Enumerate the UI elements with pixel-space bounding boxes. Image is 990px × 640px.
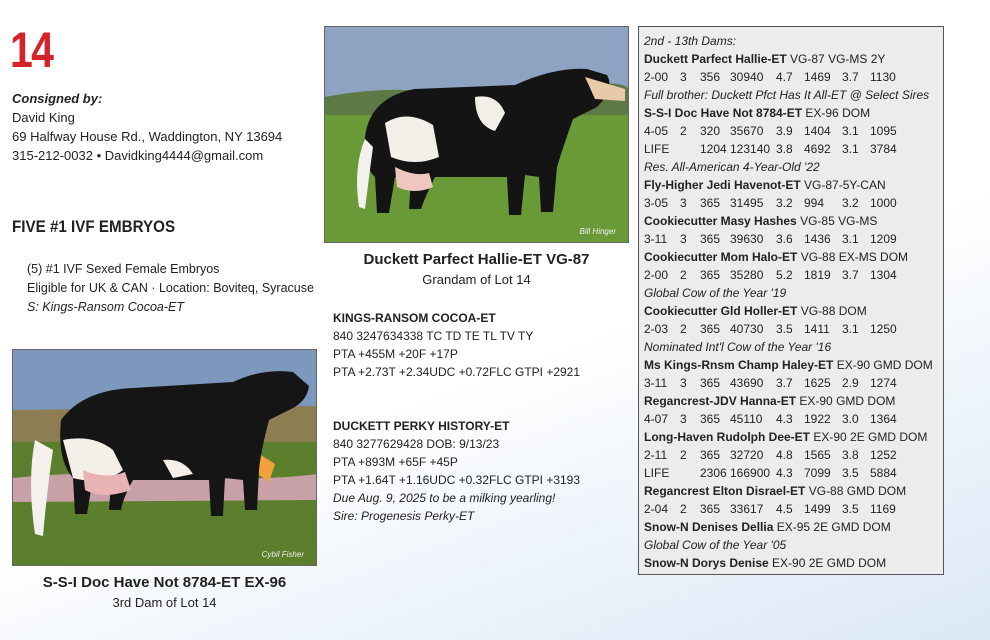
record-cell: 43690 bbox=[730, 376, 764, 390]
record-cell: 2306 bbox=[700, 466, 727, 480]
animal-line: 840 3277629428 DOB: 9/13/23 bbox=[333, 437, 500, 451]
dam-name: Regancrest Elton Disrael-ET bbox=[644, 484, 806, 498]
record-cell: 1499 bbox=[804, 502, 831, 516]
production-record bbox=[644, 230, 938, 248]
production-record bbox=[644, 374, 938, 392]
pedigree-dam bbox=[644, 428, 938, 446]
record-cell: 1436 bbox=[804, 232, 831, 246]
record-cell: 1922 bbox=[804, 412, 831, 426]
record-cell: 1252 bbox=[870, 448, 897, 462]
record-cell: 33617 bbox=[730, 502, 764, 516]
dam-name: Snow-N Denises Dellia bbox=[644, 520, 774, 534]
animal-name: DUCKETT PERKY HISTORY-ET bbox=[333, 419, 510, 433]
dam-name: Long-Haven Rudolph Dee-ET bbox=[644, 430, 810, 444]
animal-line: PTA +1.64T +1.16UDC +0.32FLC GTPI +3193 bbox=[333, 473, 581, 487]
record-cell: 45110 bbox=[730, 412, 763, 426]
pedigree-dam bbox=[644, 248, 938, 266]
record-cell: 3-05 bbox=[644, 196, 669, 210]
pedigree-dam bbox=[644, 302, 938, 320]
record-cell: 3.7 bbox=[842, 70, 859, 84]
offering-details bbox=[27, 260, 314, 317]
pedigree-dam bbox=[644, 518, 938, 536]
cow-image bbox=[13, 350, 317, 566]
consigner-address: 69 Halfway House Rd., Waddington, NY 13694 bbox=[12, 129, 283, 144]
record-cell: 2 bbox=[680, 448, 687, 462]
record-cell: 365 bbox=[700, 196, 721, 210]
record-cell: 1095 bbox=[870, 124, 897, 138]
offering-line: (5) #1 IVF Sexed Female Embryos bbox=[27, 262, 220, 276]
offering-title: FIVE #1 IVF EMBRYOS bbox=[12, 218, 176, 236]
record-cell: 5884 bbox=[870, 466, 897, 480]
pedigree-dam bbox=[644, 50, 938, 68]
grandam-subtitle: Grandam of Lot 14 bbox=[422, 272, 531, 287]
pedigree-dam bbox=[644, 554, 938, 572]
record-cell: 1130 bbox=[870, 70, 896, 84]
record-cell: 3.1 bbox=[842, 142, 859, 156]
consigned-by-label: Consigned by: bbox=[12, 91, 103, 106]
third-dam-subtitle: 3rd Dam of Lot 14 bbox=[112, 595, 217, 610]
dam-score: VG-88 DOM bbox=[797, 304, 867, 318]
record-cell: 3784 bbox=[870, 142, 897, 156]
dam-name: Regancrest-JDV Hanna-ET bbox=[644, 394, 797, 408]
record-cell: 4692 bbox=[804, 142, 831, 156]
animal-line: PTA +893M +65F +45P bbox=[333, 455, 458, 469]
record-cell: 3.6 bbox=[776, 232, 793, 246]
pedigree-box bbox=[638, 26, 944, 575]
consigner-name: David King bbox=[12, 110, 75, 125]
record-cell: 365 bbox=[700, 322, 721, 336]
record-cell: 3.5 bbox=[842, 466, 859, 480]
pedigree-rows bbox=[644, 50, 938, 572]
record-cell: 365 bbox=[700, 448, 721, 462]
pedigree-dam bbox=[644, 104, 938, 122]
dam-info bbox=[333, 417, 580, 525]
grandam-photo bbox=[324, 26, 629, 243]
record-cell: 1469 bbox=[804, 70, 831, 84]
dam-score: VG-85 VG-MS bbox=[796, 214, 878, 228]
third-dam-caption bbox=[12, 573, 317, 613]
record-cell: 4.7 bbox=[776, 70, 793, 84]
dam-name: S-S-I Doc Have Not 8784-ET bbox=[644, 106, 803, 120]
record-cell: 1169 bbox=[870, 502, 896, 516]
pedigree-note: Nominated Int'l Cow of the Year '16 bbox=[644, 340, 832, 354]
dam-score: EX-90 GMD DOM bbox=[833, 358, 933, 372]
sire-info bbox=[333, 309, 580, 381]
dam-score: EX-95 2E GMD DOM bbox=[773, 520, 891, 534]
record-cell: 35280 bbox=[730, 268, 764, 282]
record-cell: 1819 bbox=[804, 268, 831, 282]
record-cell: 3-11 bbox=[644, 232, 668, 246]
record-cell: 3.1 bbox=[842, 232, 859, 246]
record-cell: 3.8 bbox=[842, 448, 859, 462]
record-cell: 3 bbox=[680, 70, 687, 84]
dam-score: VG-88 EX-MS DOM bbox=[797, 250, 909, 264]
animal-line: PTA +455M +20F +17P bbox=[333, 347, 458, 361]
record-cell: 1250 bbox=[870, 322, 897, 336]
production-record bbox=[644, 446, 938, 464]
pedigree-dam bbox=[644, 212, 938, 230]
dam-score: EX-90 2E GMD DOM bbox=[768, 556, 887, 570]
dam-name: Cookiecutter Mom Halo-ET bbox=[644, 250, 798, 264]
dam-name: Ms Kings-Rnsm Champ Haley-ET bbox=[644, 358, 834, 372]
record-cell: 35670 bbox=[730, 124, 764, 138]
record-cell: 3 bbox=[680, 412, 687, 426]
photographer-signature: Cybil Fisher bbox=[261, 550, 304, 559]
record-cell: 1000 bbox=[870, 196, 897, 210]
record-cell: 365 bbox=[700, 268, 721, 282]
dam-name: Fly-Higher Jedi Havenot-ET bbox=[644, 178, 801, 192]
record-cell: 1625 bbox=[804, 376, 831, 390]
dam-score: VG-88 GMD DOM bbox=[805, 484, 907, 498]
production-record bbox=[644, 122, 938, 140]
cow-image bbox=[325, 27, 629, 243]
record-cell: 2-03 bbox=[644, 322, 669, 336]
dam-score: EX-96 DOM bbox=[802, 106, 871, 120]
record-cell: 1274 bbox=[870, 376, 897, 390]
offering-line: Eligible for UK & CAN · Location: Boviteq, Syracuse bbox=[27, 281, 314, 295]
pedigree-header: 2nd - 13th Dams: bbox=[644, 34, 737, 48]
record-cell: 3 bbox=[680, 376, 687, 390]
animal-note: Sire: Progenesis Perky-ET bbox=[333, 509, 475, 523]
dam-score: EX-90 2E GMD DOM bbox=[810, 430, 928, 444]
animal-line: 840 3247634338 TC TD TE TL TV TY bbox=[333, 329, 534, 343]
record-cell: LIFE bbox=[644, 142, 670, 156]
record-cell: 1565 bbox=[804, 448, 831, 462]
photographer-signature: Bill Hinger bbox=[579, 227, 616, 236]
record-cell: 365 bbox=[700, 232, 721, 246]
consigner-contact: 315-212-0032 • Davidking4444@gmail.com bbox=[12, 148, 264, 163]
dam-name: Cookiecutter Gld Holler-ET bbox=[644, 304, 798, 318]
record-cell: 3.5 bbox=[776, 322, 793, 336]
lot-number: 14 bbox=[10, 22, 53, 78]
record-cell: 3-11 bbox=[644, 376, 668, 390]
record-cell: 4.5 bbox=[776, 502, 793, 516]
record-cell: 320 bbox=[700, 124, 721, 138]
record-cell: 2-04 bbox=[644, 502, 669, 516]
grandam-caption bbox=[324, 250, 629, 290]
production-record bbox=[644, 266, 938, 284]
record-cell: 1204 bbox=[700, 142, 727, 156]
record-cell: 1404 bbox=[804, 124, 831, 138]
pedigree-dam bbox=[644, 482, 938, 500]
record-cell: 994 bbox=[804, 196, 825, 210]
production-record bbox=[644, 500, 938, 518]
record-cell: 356 bbox=[700, 70, 721, 84]
record-cell: 123140 bbox=[730, 142, 771, 156]
record-cell: 2 bbox=[680, 268, 687, 282]
record-cell: 2 bbox=[680, 322, 687, 336]
record-cell: 1364 bbox=[870, 412, 897, 426]
pedigree-note: Global Cow of the Year '05 bbox=[644, 538, 787, 552]
dam-name: Snow-N Dorys Denise bbox=[644, 556, 769, 570]
record-cell: 3.1 bbox=[842, 124, 859, 138]
production-record bbox=[644, 464, 938, 482]
pedigree-dam bbox=[644, 176, 938, 194]
pedigree-dam bbox=[644, 392, 938, 410]
record-cell: 365 bbox=[700, 412, 721, 426]
record-cell: 4.3 bbox=[776, 412, 793, 426]
record-cell: 5.2 bbox=[776, 268, 793, 282]
record-cell: 2.9 bbox=[842, 376, 859, 390]
record-cell: 39630 bbox=[730, 232, 764, 246]
record-cell: 3.2 bbox=[776, 196, 793, 210]
consigner-block bbox=[12, 89, 282, 165]
record-cell: 30940 bbox=[730, 70, 764, 84]
dam-score: VG-87-5Y-CAN bbox=[800, 178, 886, 192]
record-cell: 365 bbox=[700, 502, 721, 516]
third-dam-name: S-S-I Doc Have Not 8784-ET EX-96 bbox=[42, 574, 287, 591]
record-cell: 2 bbox=[680, 502, 687, 516]
record-cell: 4-05 bbox=[644, 124, 669, 138]
record-cell: 3.2 bbox=[842, 196, 859, 210]
pedigree-note: Full brother: Duckett Pfct Has It All-ET @ Select Sires bbox=[644, 88, 930, 102]
record-cell: 32720 bbox=[730, 448, 764, 462]
record-cell: 4-07 bbox=[644, 412, 669, 426]
record-cell: 3.7 bbox=[776, 376, 793, 390]
third-dam-photo bbox=[12, 349, 317, 566]
record-cell: 31495 bbox=[730, 196, 764, 210]
record-cell: 3 bbox=[680, 196, 687, 210]
dam-score: VG-87 VG-MS 2Y bbox=[786, 52, 886, 66]
animal-note: Due Aug. 9, 2025 to be a milking yearling! bbox=[333, 491, 556, 505]
record-cell: 2 bbox=[680, 124, 687, 138]
record-cell: 3.7 bbox=[842, 268, 859, 282]
record-cell: 3 bbox=[680, 232, 687, 246]
record-cell: 2-00 bbox=[644, 70, 669, 84]
record-cell: 3.1 bbox=[842, 322, 859, 336]
dam-score: EX-90 GMD DOM bbox=[796, 394, 896, 408]
production-record bbox=[644, 68, 938, 86]
production-record bbox=[644, 320, 938, 338]
record-cell: 40730 bbox=[730, 322, 764, 336]
record-cell: LIFE bbox=[644, 466, 670, 480]
record-cell: 1304 bbox=[870, 268, 897, 282]
production-record bbox=[644, 140, 938, 158]
record-cell: 4.3 bbox=[776, 466, 793, 480]
dam-name: Cookiecutter Masy Hashes bbox=[644, 214, 797, 228]
record-cell: 3.8 bbox=[776, 142, 793, 156]
record-cell: 7099 bbox=[804, 466, 831, 480]
record-cell: 1411 bbox=[804, 322, 830, 336]
production-record bbox=[644, 410, 938, 428]
record-cell: 2-00 bbox=[644, 268, 669, 282]
record-cell: 1209 bbox=[870, 232, 897, 246]
pedigree-note: Res. All-American 4-Year-Old '22 bbox=[644, 160, 820, 174]
record-cell: 3.9 bbox=[776, 124, 793, 138]
record-cell: 365 bbox=[700, 376, 721, 390]
animal-line: PTA +2.73T +2.34UDC +0.72FLC GTPI +2921 bbox=[333, 365, 581, 379]
offering-sire: S: Kings-Ransom Cocoa-ET bbox=[27, 300, 185, 314]
grandam-name: Duckett Parfect Hallie-ET VG-87 bbox=[363, 251, 590, 268]
dam-name: Duckett Parfect Hallie-ET bbox=[644, 52, 787, 66]
production-record bbox=[644, 194, 938, 212]
animal-name: KINGS-RANSOM COCOA-ET bbox=[333, 311, 496, 325]
record-cell: 3.0 bbox=[842, 412, 859, 426]
record-cell: 3.5 bbox=[842, 502, 859, 516]
pedigree-note: Global Cow of the Year '19 bbox=[644, 286, 787, 300]
record-cell: 166900 bbox=[730, 466, 771, 480]
record-cell: 2-11 bbox=[644, 448, 668, 462]
pedigree-dam bbox=[644, 356, 938, 374]
record-cell: 4.8 bbox=[776, 448, 793, 462]
